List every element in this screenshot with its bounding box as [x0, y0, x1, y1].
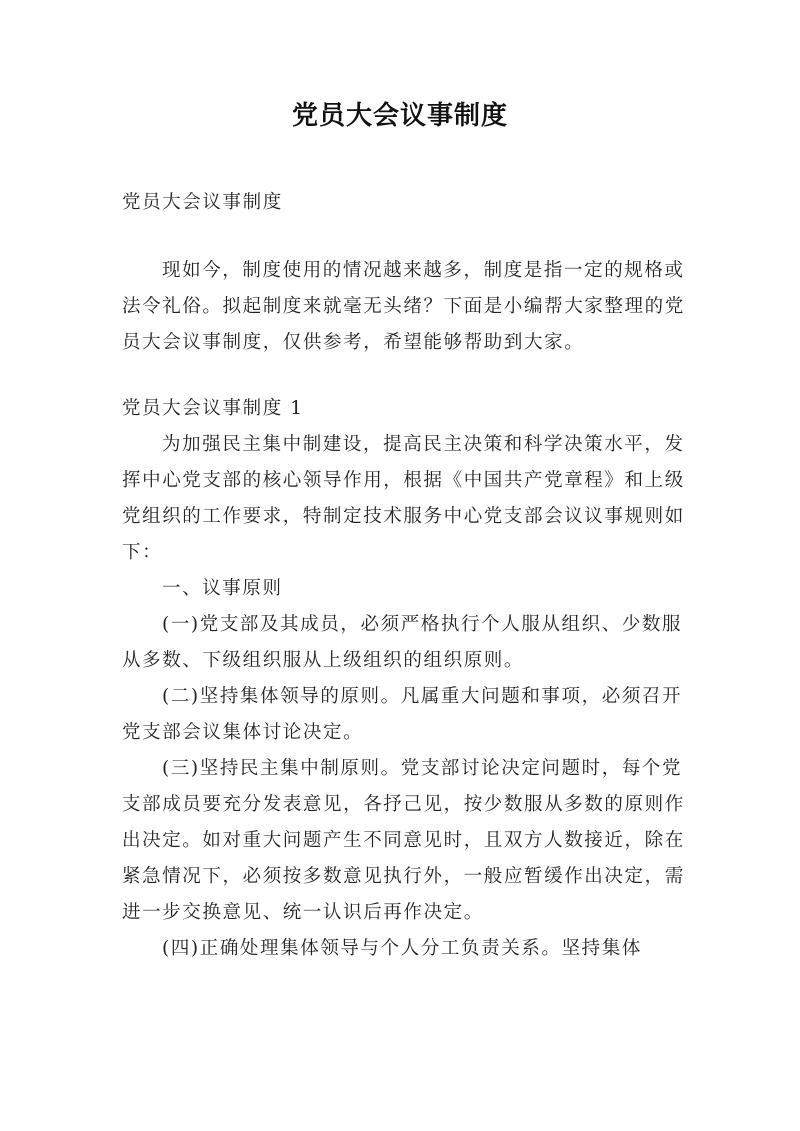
principle-paragraph-1: (一)党支部及其成员，必须严格执行个人服从组织、少数服从多数、下级组织服从上级组织的组织原则。 — [122, 614, 683, 671]
section-intro-paragraph: 为加强民主集中制建设，提高民主决策和科学决策水平，发挥中心党支部的核心领导作用，根据《中国共产党章程》和上级党组织的工作要求，特制定技术服务中心党支部会议议事规则如下： — [122, 434, 685, 563]
intro-paragraph: 现如今，制度使用的情况越来越多，制度是指一定的规格或法令礼俗。拟起制度来就毫无头绪？下面是小编帮大家整理的党员大会议事制度，仅供参考，希望能够帮助到大家。 — [122, 260, 685, 353]
section-heading: 党员大会议事制度 1 — [122, 398, 304, 419]
principle-paragraph-4: (四)正确处理集体领导与个人分工负责关系。坚持集体 — [162, 938, 642, 959]
principles-heading: 一、议事原则 — [162, 578, 283, 599]
document-title: 党员大会议事制度 — [291, 101, 508, 131]
document-body — [122, 185, 692, 967]
principle-paragraph-2: (二)坚持集体领导的原则。凡属重大问题和事项，必须召开党支部会议集体讨论决定。 — [122, 686, 683, 743]
principle-paragraph-3: (三)坚持民主集中制原则。党支部讨论决定问题时，每个党支部成员要充分发表意见，各抒己见，按少数服从多数的原则作出决定。如对重大问题产生不同意见时，且双方人数接近，除在紧急情况下，必须按多数意见执行外，一般应暂缓作出决定，需进一步交换意见、统一认识后再作决定。 — [122, 758, 685, 923]
document-subtitle: 党员大会议事制度 — [122, 192, 283, 213]
